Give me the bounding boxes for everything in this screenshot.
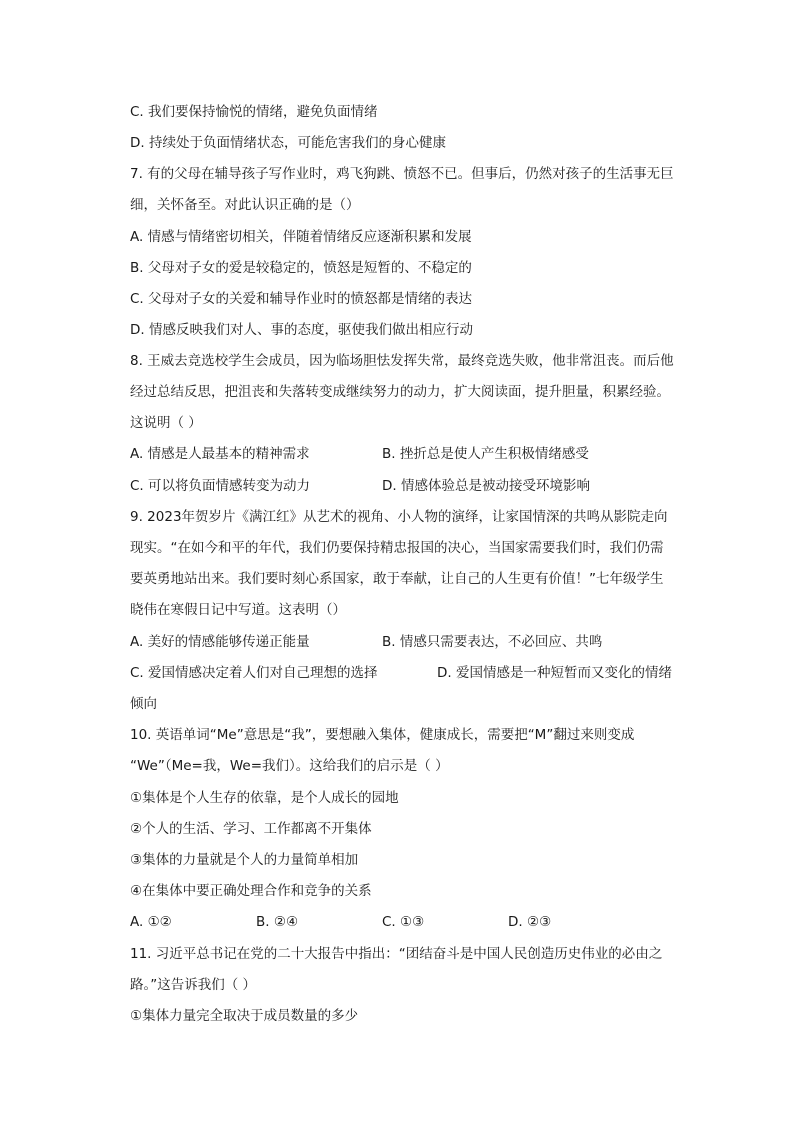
question-10-statement-2: ②个人的生活、学习、工作都离不开集体 (130, 821, 372, 837)
question-8-option-c: C. 可以将负面情感转变为动力 (130, 478, 311, 494)
question-10-option-c: C. ①③ (382, 914, 425, 930)
question-8-option-b: B. 挫折总是使人产生积极情绪感受 (382, 446, 589, 462)
question-7-option-a: A. 情感与情绪密切相关，伴随着情绪反应逐渐积累和发展 (130, 229, 472, 245)
question-7-option-c: C. 父母对子女的关爱和辅导作业时的愤怒都是情绪的表达 (130, 291, 473, 307)
question-10-option-a: A. ①② (130, 914, 172, 930)
question-10-option-b: B. ②④ (256, 914, 299, 930)
question-11-stem: 11. 习近平总书记在党的二十大报告中指出：“团结奋斗是中国人民创造历史伟业的必由之 (130, 946, 663, 962)
question-7-stem: 细，关怀备至。对此认识正确的是（） (130, 197, 360, 213)
question-9-option-c: C. 爱国情感决定着人们对自己理想的选择 (130, 665, 378, 681)
question-8-option-d: D. 情感体验总是被动接受环境影响 (382, 478, 590, 494)
question-9-stem: 现实。“在如今和平的年代，我们仍要保持精忠报国的决心，当国家需要我们时，我们仍需 (130, 540, 664, 556)
option-line: C. 我们要保持愉悦的情绪，避免负面情绪 (130, 104, 378, 120)
question-8-option-a: A. 情感是人最基本的精神需求 (130, 446, 310, 462)
question-10-statement-3: ③集体的力量就是个人的力量简单相加 (130, 852, 359, 868)
question-9-option-a: A. 美好的情感能够传递正能量 (130, 634, 310, 650)
question-9-option-d-continued: 倾向 (130, 696, 157, 712)
question-10-statement-4: ④在集体中要正确处理合作和竞争的关系 (130, 883, 372, 899)
question-8-stem: 这说明（ ） (130, 415, 202, 431)
question-8-stem: 经过总结反思，把沮丧和失落转变成继续努力的动力，扩大阅读面，提升胆量，积累经验。 (130, 384, 670, 400)
question-10-option-d: D. ②③ (508, 914, 552, 930)
question-7-option-b: B. 父母对子女的爱是较稳定的，愤怒是短暂的、不稳定的 (130, 260, 472, 276)
question-10-stem: “We”（Me=我，We=我们）。这给我们的启示是（ ） (130, 758, 449, 774)
question-11-stem: 路。”这告诉我们（ ） (130, 977, 257, 993)
question-10-stem: 10. 英语单词“Me”意思是“我”，要想融入集体，健康成长，需要把“M”翻过来则变成 (130, 727, 635, 743)
question-9-stem: 晓伟在寒假日记中写道。这表明（） (130, 602, 346, 618)
option-line: D. 持续处于负面情绪状态，可能危害我们的身心健康 (130, 135, 446, 151)
question-9-stem: 要英勇地站出来。我们要时刻心系国家，敢于奉献，让自己的人生更有价值！”七年级学生 (130, 571, 664, 587)
question-9-option-b: B. 情感只需要表达，不必回应、共鸣 (382, 634, 603, 650)
question-11-statement-1: ①集体力量完全取决于成员数量的多少 (130, 1008, 359, 1024)
question-8-stem: 8. 王威去竞选校学生会成员，因为临场胆怯发挥失常，最终竞选失败，他非常沮丧。而后他 (130, 353, 674, 369)
question-10-statement-1: ①集体是个人生存的依靠，是个人成长的园地 (130, 790, 399, 806)
question-7-option-d: D. 情感反映我们对人、事的态度，驱使我们做出相应行动 (130, 322, 473, 338)
question-7-stem: 7. 有的父母在辅导孩子写作业时，鸡飞狗跳、愤怒不已。但事后，仍然对孩子的生活事无巨 (130, 166, 674, 182)
question-9-stem: 9. 2023年贺岁片《满江红》从艺术的视角、小人物的演绎，让家国情深的共鸣从影院走向 (130, 509, 668, 525)
question-9-option-d: D. 爱国情感是一种短暂而又变化的情绪 (437, 665, 672, 681)
